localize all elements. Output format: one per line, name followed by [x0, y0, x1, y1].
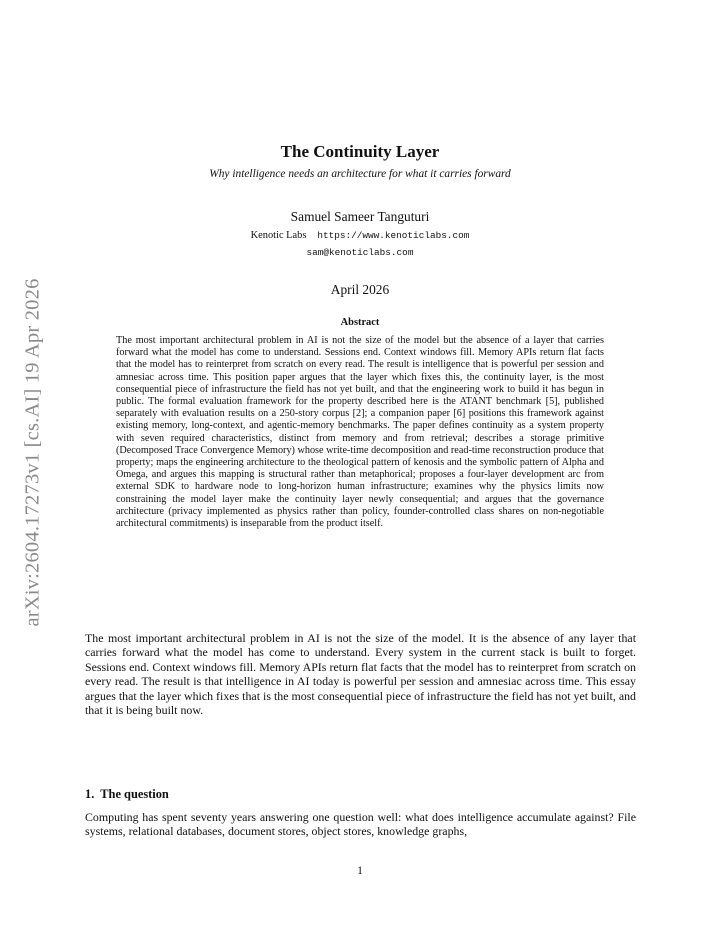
- page-number: 1: [357, 864, 363, 877]
- intro-paragraph: The most important architectural problem in AI is not the size of the model. It is the absence of any layer that carries forward what the model has come to understand. Every system in the current stack is built to forget. Sessions end. Context windows fill. Memory APIs return flat facts that the model has to reinterpret from scratch on every read. The result is that intelligence in AI today is powerful per session and amnesiac across time. This essay argues that the layer which fixes that is the most consequential piece of infrastructure the field has not yet built, and that it is being built now.: [85, 631, 636, 718]
- arxiv-identifier: arXiv:2604.17273v1 [cs.AI] 19 Apr 2026: [21, 277, 44, 627]
- paper-subtitle: Why intelligence needs an architecture for what it carries forward: [209, 168, 511, 180]
- paper-title: The Continuity Layer: [280, 142, 440, 161]
- section-paragraph: Computing has spent seventy years answering one question well: what does intelligence accumulate against? File systems, relational databases, document stores, object stores, knowledge graphs,: [85, 810, 636, 839]
- affiliation-line: [0, 230, 720, 241]
- affiliation-url[interactable]: https://www.kenoticlabs.com: [317, 230, 470, 241]
- section-number: 1.: [85, 787, 95, 801]
- author-name: Samuel Sameer Tanguturi: [290, 209, 430, 224]
- author-email[interactable]: sam@kenoticlabs.com: [306, 247, 414, 258]
- section-title: The question: [100, 787, 169, 801]
- affiliation: Kenotic Labs: [250, 230, 307, 241]
- section-heading: [85, 787, 169, 802]
- abstract-text: The most important architectural problem in AI is not the size of the model but the absence of a layer that carries forward what the model has come to understand. Sessions end. Context windows fill. Memory APIs return flat facts that the model has to reinterpret from scratch on every read. The result is intelligence that is powerful per session and amnesiac across time. This position paper argues that the layer which fixes this, the continuity layer, is the most consequential piece of infrastructure the field has not yet built, and that the engineering work to build it has begun in public. The formal evaluation framework for the property described here is the ATANT benchmark [5], published separately with evaluation results on a 250-story corpus [2]; a companion paper [6] positions this framework against existing memory, long-context, and agentic-memory benchmarks. The paper defines continuity as a system property with seven required characteristics, distinct from memory and from retrieval; describes a storage primitive (Decomposed Trace Convergence Memory) whose write-time decomposition and read-time reconstruction produce that property; maps the engineering architecture to the theological pattern of kenosis and the symbolic pattern of Alpha and Omega, and argues this mapping is structural rather than metaphorical; proposes a four-layer development arc from external SDK to hardware node to long-horizon human infrastructure; examines why the physics limits now constraining the model layer make the continuity layer newly consequential; and argues that the governance architecture (privacy implemented as physics rather than policy, founder-controlled class shares on non-negotiable architectural commitments) is inseparable from the product itself.: [116, 335, 604, 530]
- paper-date: April 2026: [330, 282, 390, 297]
- abstract-heading: Abstract: [340, 317, 380, 328]
